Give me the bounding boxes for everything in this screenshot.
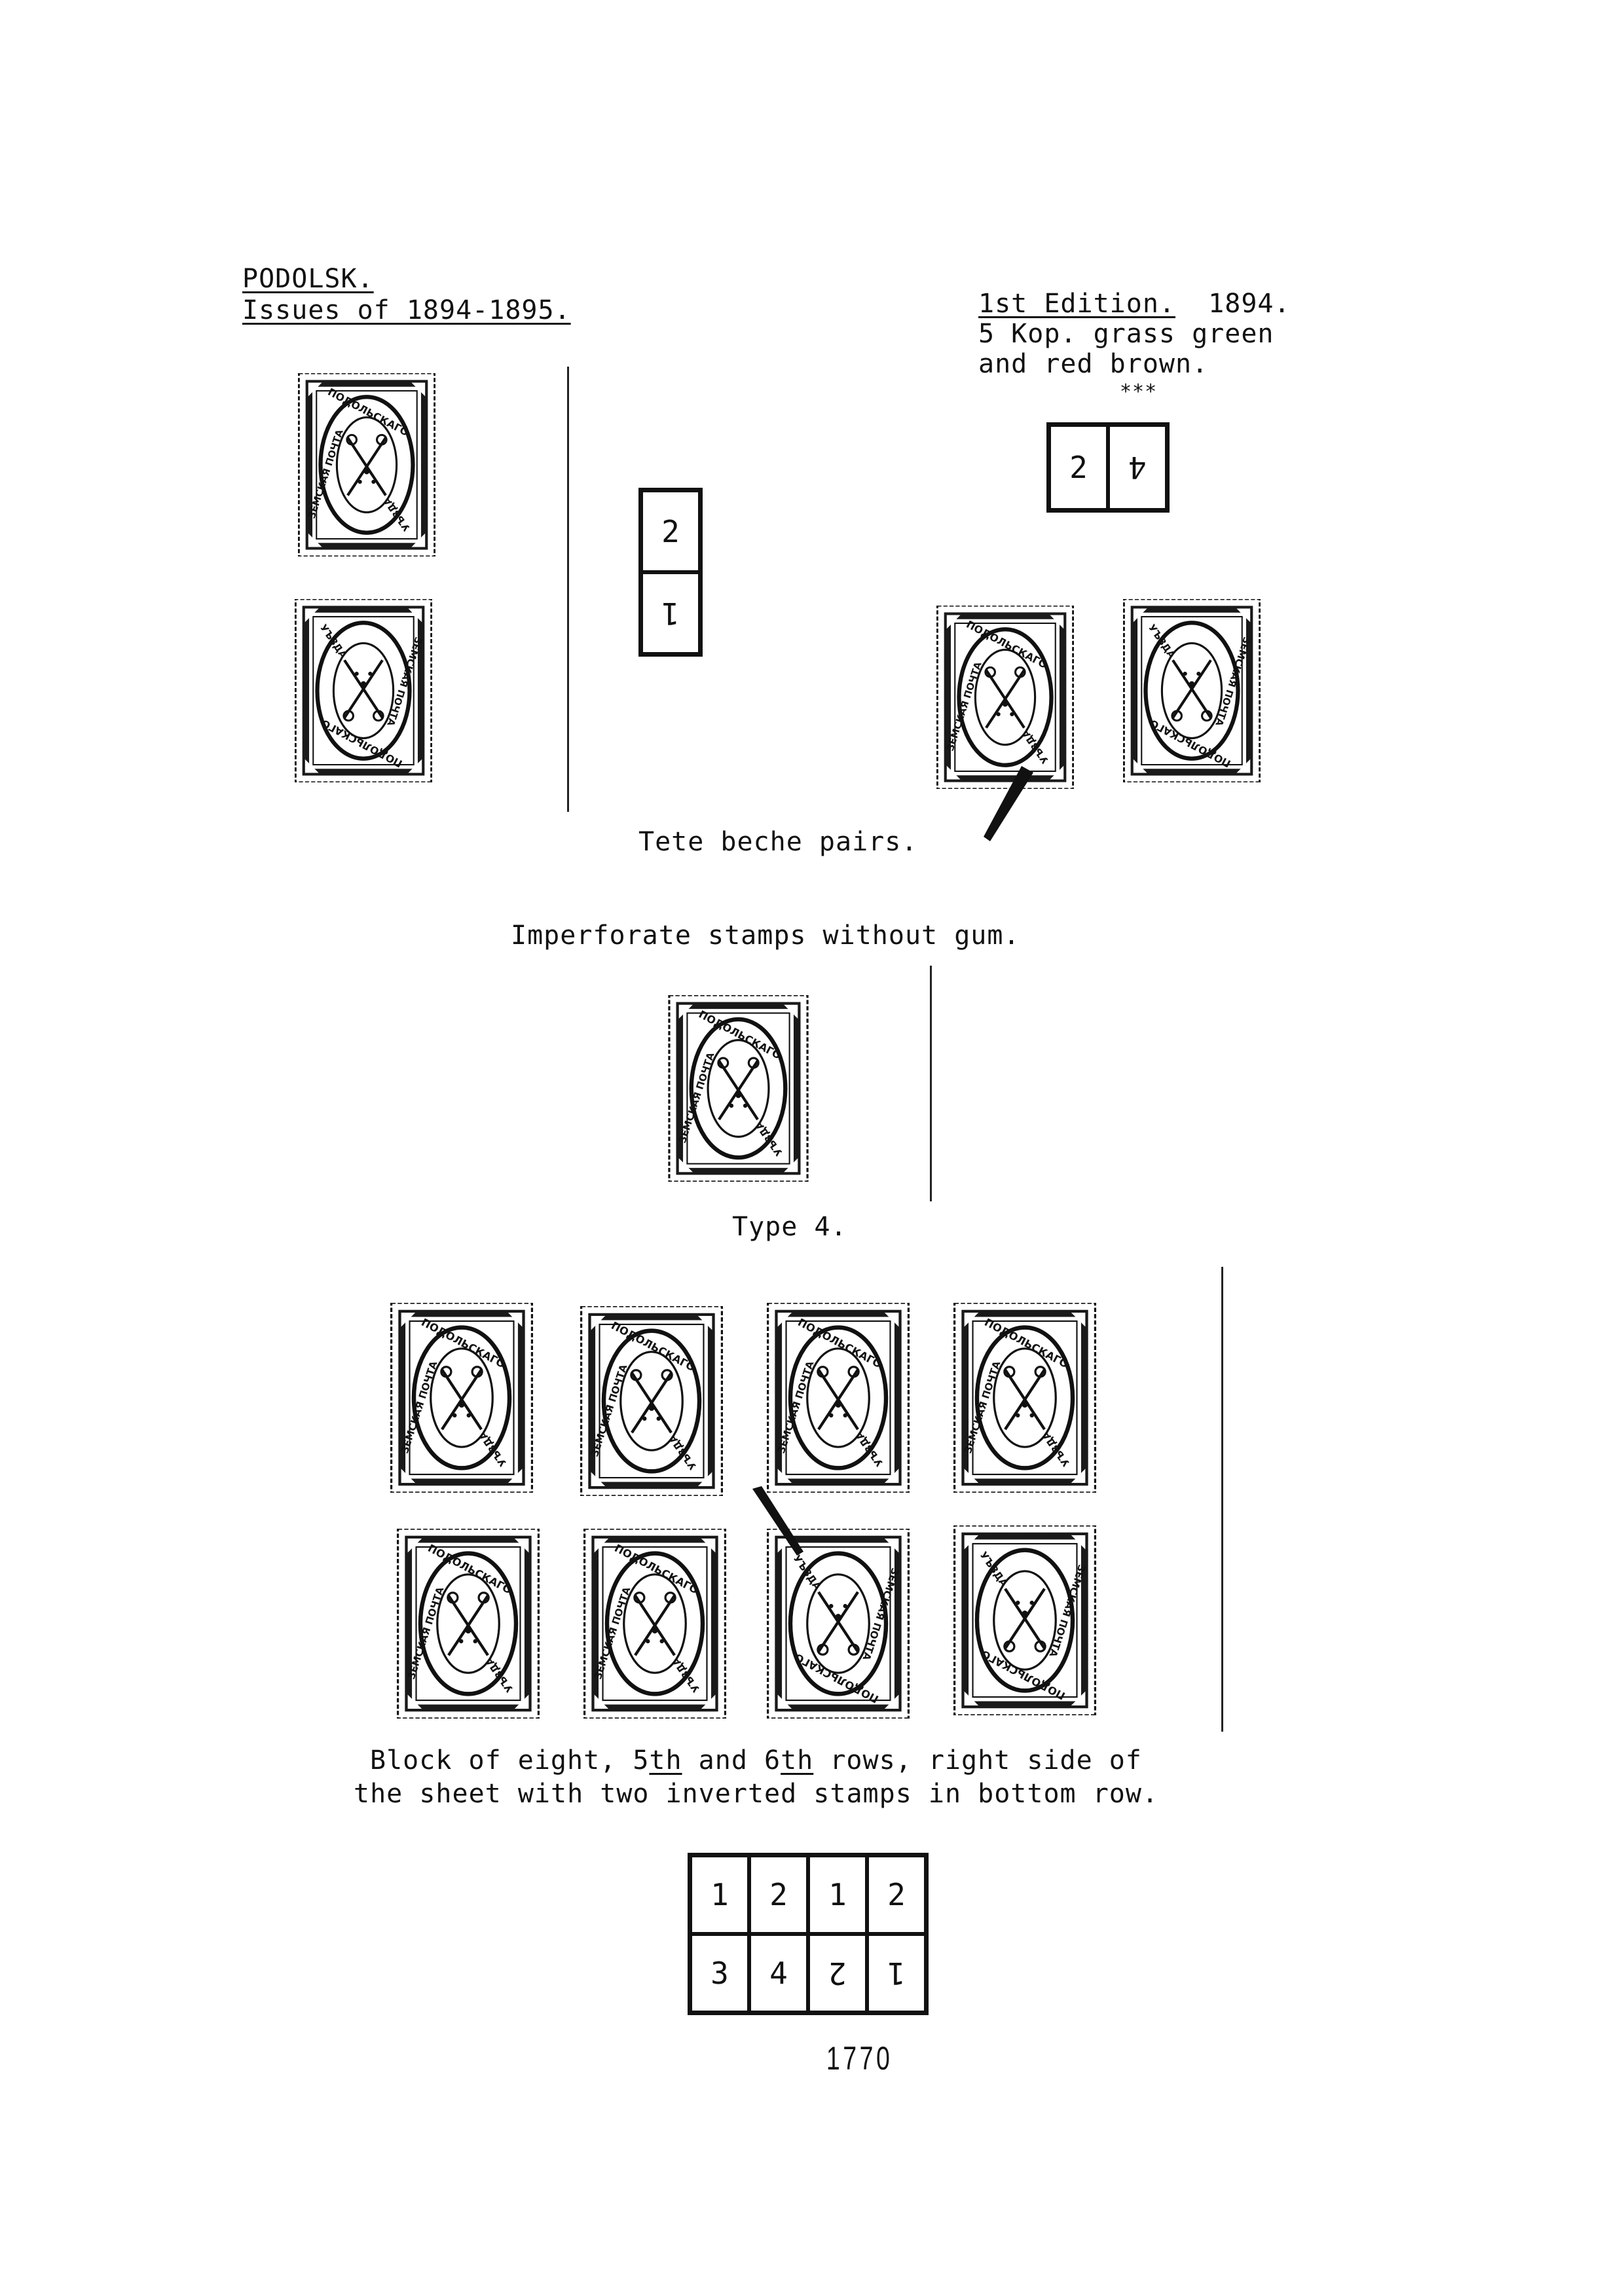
edition-stars: *** <box>1120 380 1158 403</box>
diagram-cell: 3 <box>690 1934 749 2013</box>
edition-year: 1894. <box>1208 289 1291 319</box>
pointer-arrow <box>750 1486 809 1558</box>
block-stamp <box>583 1529 727 1719</box>
diagram-cell-inverted: 1 <box>641 572 700 654</box>
diagram-cell: 1 <box>690 1855 749 1934</box>
diagram-cell-inverted: 1 <box>867 1934 926 2013</box>
caption-type: Type 4. <box>732 1212 847 1242</box>
diagram-cell-inverted: 4 <box>1108 425 1167 510</box>
block-stamp <box>766 1303 910 1493</box>
issues-subtitle: Issues of 1894-1895. <box>242 295 571 325</box>
tete-beche-diagram-horizontal <box>1046 422 1170 513</box>
block-stamp-inverted <box>953 1525 1097 1715</box>
diagram-cell: 2 <box>1049 425 1108 510</box>
mount-edge-line <box>1221 1267 1223 1732</box>
edition-line2: 5 Kop. grass green <box>978 319 1274 349</box>
edition-line3: and red brown. <box>978 349 1209 379</box>
diagram-cell: 2 <box>867 1855 926 1934</box>
caption-block-line2: the sheet with two inverted stamps in bottom row. <box>354 1779 1159 1809</box>
stamp-inverted <box>1123 599 1261 782</box>
mount-edge-line <box>567 367 569 812</box>
stamp-upright <box>298 373 435 556</box>
mount-edge-line <box>930 966 932 1201</box>
page-number: 1770 <box>826 2040 893 2077</box>
pointer-arrow <box>976 766 1035 845</box>
diagram-cell-inverted: 2 <box>808 1934 867 2013</box>
edition-label: 1st Edition. <box>978 289 1175 319</box>
caption-imperforate: Imperforate stamps without gum. <box>511 920 1020 951</box>
diagram-cell: 4 <box>749 1934 808 2013</box>
stamp-type-4 <box>668 995 809 1182</box>
diagram-cell: 1 <box>808 1855 867 1934</box>
diagram-cell: 2 <box>641 490 700 572</box>
block-stamp <box>580 1306 724 1496</box>
block-stamp <box>390 1303 534 1493</box>
stamp-inverted <box>295 599 432 782</box>
diagram-cell: 2 <box>749 1855 808 1934</box>
tete-beche-diagram-vertical <box>638 488 703 657</box>
caption-block-line1: Block of eight, 5th and 6th rows, right side of <box>370 1745 1142 1776</box>
country-title: PODOLSK. <box>242 264 374 294</box>
block-stamp <box>953 1303 1097 1493</box>
caption-tete-beche: Tete beche pairs. <box>638 827 918 857</box>
block-diagram <box>688 1853 929 2015</box>
edition-line1 <box>978 288 1291 319</box>
block-stamp <box>396 1529 540 1719</box>
stamp-upright <box>936 606 1074 789</box>
